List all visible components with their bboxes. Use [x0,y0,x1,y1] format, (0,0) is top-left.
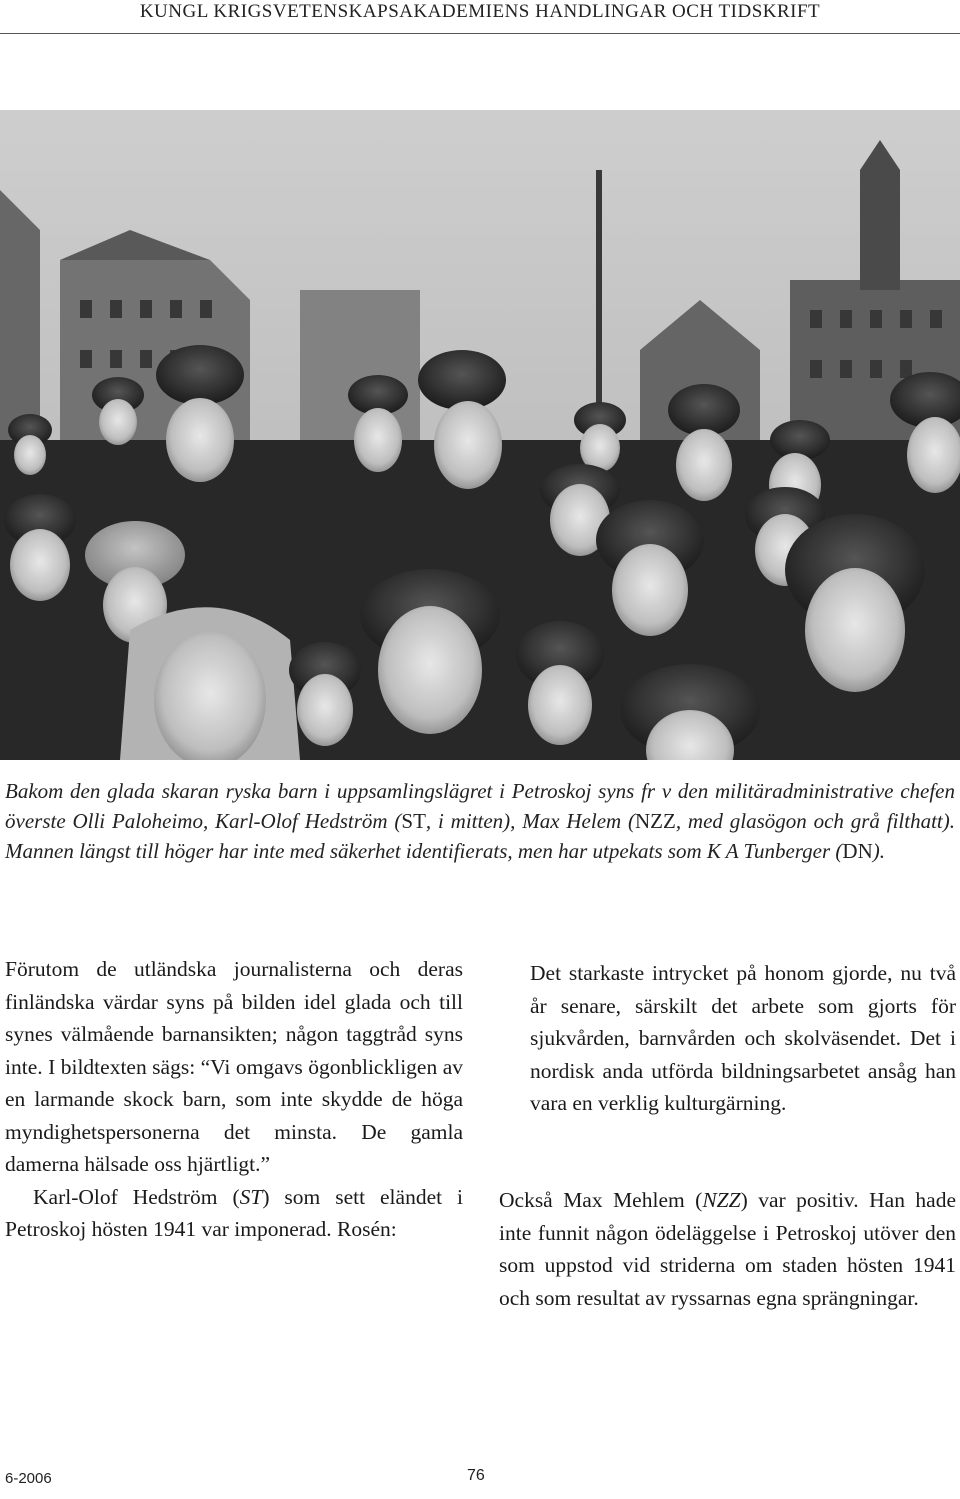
hedstrom-text-1: Karl-Olof Hedström ( [33,1184,240,1209]
hedstrom-text-2: ) som sett eländet i Petroskoj hösten 1941 var imponerad. Rosén: [5,1184,463,1241]
caption-text-1: Bakom den glada skaran ryska barn i uppsamlingslägret i Petroskoj syns fr v den militäradministrative chefen överste Olli Paloheimo, Karl-Olof Hedström ( [5,779,955,833]
quote-text: Det starkaste intrycket på honom gjorde, nu två år senare, särskilt det arbete som gjorts för sjukvården, barnvården och skolväsendet. Det i nordisk anda utförda bildningsarbetet ansåg han vara en verklig kulturgärning. [530,961,956,1115]
caption-st: ST [401,809,426,833]
page-number: 76 [467,1467,485,1484]
block-quote [530,957,956,1120]
photo-caption [5,776,955,866]
photograph-illustration [0,110,960,760]
mehlem-nzz: NZZ [702,1188,741,1212]
paragraph-hedstrom [5,1181,463,1246]
caption-text-2: , i mitten), Max Helem ( [425,809,636,833]
hedstrom-st: ST [239,1184,263,1209]
caption-nzz: NZZ [635,809,676,833]
mehlem-text-1: Också Max Mehlem ( [499,1188,703,1212]
photograph [0,110,960,760]
caption-dn: DN [842,839,873,863]
caption-text-4: ). [872,839,886,863]
issue-label: 6-2006 [5,1470,52,1487]
mehlem-text-2: ) var positiv. Han hade inte funnit någon ödeläggelse i Petroskoj utöver den som uppstod vid striderna om staden hösten 1941 och som resultat av ryssarnas egna sprängningar. [499,1188,956,1310]
paragraph-intro: Förutom de utländska journalisterna och deras finländska värdar syns på bilden idel glada och till synes välmående barnansikten; någon taggtråd syns inte. I bildtexten sägs: “Vi omgavs ögonblickligen av en larmande skock barn, som inte skydde de höga myndighetspersonerna det minsta. De gamla damerna hälsade oss hjärtligt.” [5,957,463,1176]
header-rule [0,33,960,34]
caption-text-3: , med glasögon och grå filthatt). Mannen längst till höger har inte med säkerhet identifierats, men har utpekats som K A Tunberger ( [5,809,955,863]
running-head: KUNGL KRIGSVETENSKAPSAKADEMIENS HANDLINGAR OCH TIDSKRIFT [139,1,821,22]
paragraph-mehlem [499,1184,956,1314]
left-column [5,953,463,1246]
right-column [499,1184,956,1314]
